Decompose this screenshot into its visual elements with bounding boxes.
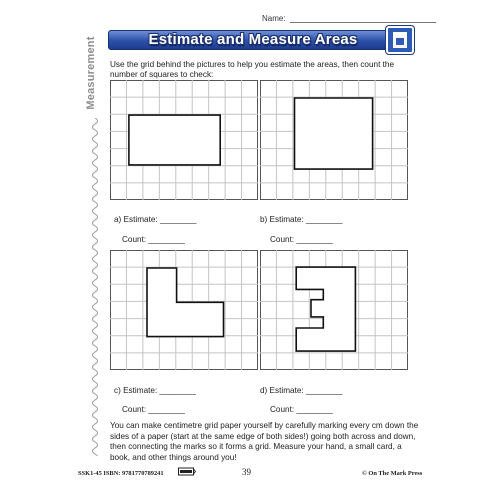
page-title: Estimate and Measure Areas	[148, 31, 358, 48]
footer-instructions: You can make centimetre grid paper yourself by carefully marking every cm down the sides of a paper (start at the same edge of both sides!) going both across and down, then connecting the marks so it forms a grid. Measure your hand, a small card, a book, and other things around you!	[110, 421, 419, 462]
side-tab-label: Measurement	[85, 36, 97, 110]
name-label: Name:	[262, 14, 286, 23]
side-tab	[82, 28, 100, 118]
book-icon	[178, 467, 196, 476]
estimate-c[interactable]: c) Estimate: ________	[114, 386, 196, 395]
name-input-line[interactable]	[290, 15, 436, 23]
area-square-icon	[386, 26, 414, 54]
count-a[interactable]: Count: ________	[122, 235, 185, 244]
square-shape	[295, 98, 373, 169]
count-c[interactable]: Count: ________	[122, 405, 185, 414]
instructions: Use the grid behind the pictures to help you estimate the areas, then count the number of squares to check:	[110, 60, 395, 79]
name-line	[262, 14, 436, 23]
grid-d	[260, 250, 408, 370]
rectangle-shape	[129, 115, 220, 165]
estimate-b[interactable]: b) Estimate: ________	[260, 215, 343, 224]
count-b[interactable]: Count: ________	[270, 235, 333, 244]
page-number: 39	[242, 467, 251, 477]
wavy-divider	[88, 118, 102, 456]
publisher: © On The Mark Press	[362, 470, 423, 477]
grid-b	[260, 80, 408, 200]
product-code: SSK1-45 ISBN: 9781770789241	[78, 470, 164, 477]
grid-c	[110, 250, 258, 370]
estimate-d[interactable]: d) Estimate: ________	[260, 386, 343, 395]
estimate-a[interactable]: a) Estimate: ________	[114, 215, 197, 224]
title-banner	[108, 26, 418, 54]
count-d[interactable]: Count: ________	[270, 405, 333, 414]
grid-a	[110, 80, 258, 200]
